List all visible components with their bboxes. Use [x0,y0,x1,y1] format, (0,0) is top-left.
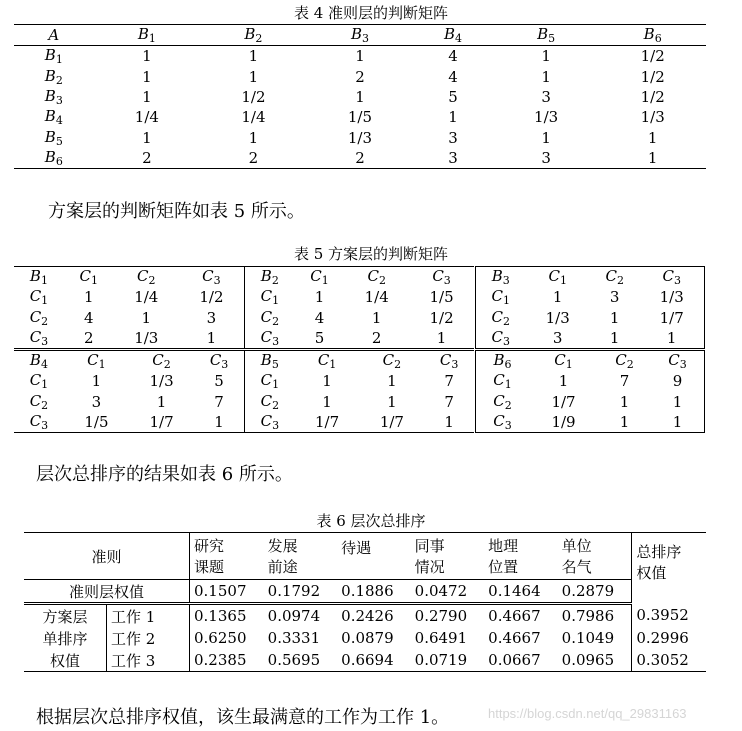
table6-caption: 表 6 层次总排序 [316,512,426,530]
table5-cell: 1 [387,392,397,411]
table5-cell: 1 [206,328,217,347]
table5-block [475,350,705,433]
table4-row [14,127,706,147]
table5-cell: 1 [619,412,630,431]
table6-criteria-header: 地理 位置 [484,533,558,580]
table5-cell: $C_2$ [29,307,49,328]
table4-row [14,107,706,127]
table4-cell: 2 [307,148,414,169]
table5-cell: $C_3$ [29,411,49,432]
table6-weight-cell: 0.1792 [264,580,338,604]
table5-cell: 1 [672,392,683,411]
table6-weight-label: 准则层权值 [24,580,190,604]
table5-row [476,351,704,371]
table5-cell: $B_3$ [491,267,510,288]
table6-job-name: 工作 2 [107,627,190,649]
table6-job-value: 0.0879 [341,629,394,647]
paragraph-1: 方案层的判断矩阵如表 5 所示。 [48,201,305,222]
table6-job-value: 0.0719 [411,649,485,672]
table6-job-value: 0.1365 [194,607,247,625]
table5-row [14,308,244,328]
table5-cell: $C_3$ [260,327,280,348]
table5-cell: 1/2 [429,308,454,327]
table5-cell: $C_1$ [493,371,512,392]
table6-weight-cell: 0.1886 [337,580,411,604]
table4 [14,24,706,169]
table4-cell: 5 [448,88,458,107]
table5-cell: 1 [444,412,454,431]
table6-criteria-header: 待遇 [337,533,411,580]
table6-job-value: 0.7986 [561,607,615,625]
table5-cell: $C_2$ [137,267,156,288]
table5-cell: 7 [619,372,630,391]
table4-row-label: $B_4$ [44,107,63,128]
table4-cell: 1 [355,47,365,66]
table5-block [14,350,244,433]
table6-job-value: 0.2385 [190,649,264,672]
table4-header-cell: $B_4$ [413,25,493,46]
table4-cell: 1 [142,128,152,147]
table5 [14,266,706,436]
table5-cell: $B_1$ [29,267,48,288]
table5-cell: $C_1$ [317,351,337,372]
table6-job-value: 0.5695 [264,649,338,672]
table6-job-name: 工作 3 [107,649,190,672]
table4-cell: 3 [413,148,493,169]
table5-cell: 1/3 [659,288,684,307]
table4-cell: 1 [599,148,706,169]
table5-cell: 1/9 [551,412,576,431]
table6-side-label: 方案层 [42,607,88,626]
table5-cell: 1 [672,412,683,431]
table4-cell: 1 [142,67,152,86]
table4-cell: 1 [647,128,658,147]
table5-cell: 1/3 [149,372,174,391]
table5-cell: $C_1$ [491,287,510,308]
table6-job-value: 0.3331 [267,629,321,647]
table5-cell: 1/5 [429,288,454,307]
table5-cell: 1 [436,328,447,347]
table5-row [14,392,244,412]
table4-cell: 1 [248,47,259,66]
table5-cell: 1/4 [134,288,159,307]
table6-job-name: 工作 1 [107,604,190,628]
table6-job-value: 0.0667 [484,649,558,672]
table5-cell: 1 [558,372,569,391]
table4-row [14,67,706,87]
table5-row [476,371,704,391]
table5-row [14,412,244,432]
table4-row [14,148,706,169]
table5-block [14,266,244,349]
table4-cell: 1/2 [640,88,665,107]
table6-job-value: 0.4667 [488,607,541,625]
table5-cell: $C_1$ [29,287,49,308]
table4-row-label: $B_1$ [44,46,63,67]
table5-cell: $C_1$ [87,351,106,372]
table5-cell: 1 [666,328,677,347]
table6-weight-cell: 0.1464 [484,580,558,604]
table4-cell: 4 [448,67,458,86]
table4-cell: 1/2 [640,47,665,66]
table6-job-value: 0.2426 [341,607,394,625]
table5-cell: 1 [314,288,325,307]
table4-cell: 1/4 [134,108,159,127]
table5-row [245,287,474,307]
table5-cell: 1/3 [134,328,159,347]
table6-job-total: 0.3952 [632,604,706,628]
table5-row [245,351,474,371]
paragraph-3: 根据层次总排序权值，该生最满意的工作为工作 1。 [36,707,450,728]
table6-weight-cell: 0.0472 [411,580,485,604]
table4-cell: 1 [142,88,152,107]
table5-row [14,287,244,307]
table5-cell: 4 [314,308,325,327]
table6 [24,532,706,672]
table5-cell: 1/4 [364,288,389,307]
table5-cell: 3 [206,308,217,327]
table5-cell: $C_3$ [662,267,681,288]
table5-row [476,328,704,348]
table5-cell: $C_3$ [491,327,510,348]
table5-row [476,412,704,432]
table6-job-value: 0.6694 [337,649,411,672]
table5-cell: $C_1$ [260,287,280,308]
table6-criteria-header: 同事 情况 [411,533,485,580]
table6-criteria-header: 发展 前途 [264,533,338,580]
table6-side-label: 权值 [24,649,107,672]
table6-side-label: 单排序 [42,629,88,648]
table5-cell: $B_5$ [260,351,279,372]
table6-job-value: 0.0974 [267,607,321,625]
table4-cell: 1/3 [640,108,665,127]
table5-block [244,350,474,433]
table4-cell: 3 [541,88,551,107]
table6-weight-cell: 0.1507 [190,580,264,604]
table4-cell: 1 [541,128,551,147]
table6-job-total: 0.3052 [632,649,706,672]
table5-cell: 3 [609,288,620,307]
table5-cell: $C_1$ [260,371,280,392]
table4-cell: 1/2 [241,88,266,107]
table4-cell: 1/3 [534,108,559,127]
table5-cell: 3 [91,392,102,411]
table6-job-value: 0.1049 [561,629,615,647]
table5-cell: $C_3$ [493,411,512,432]
table5-cell: $B_2$ [260,267,279,288]
table5-cell: 1 [91,372,102,391]
table5-cell: $C_3$ [260,411,280,432]
table5-row [14,351,244,371]
table4-cell: 1 [355,88,365,107]
table5-cell: 1 [156,392,167,411]
table5-cell: $C_3$ [439,351,459,372]
table5-cell: $C_1$ [310,267,329,288]
table5-cell: 1/2 [199,288,224,307]
table5-cell: $C_2$ [615,351,634,372]
table6-criteria-header: 单位 名气 [558,533,632,580]
table4-header-cell: $B_3$ [307,25,414,46]
table5-cell: 1 [371,308,382,327]
table5-cell: 7 [444,392,454,411]
table4-cell: 1 [248,128,259,147]
table4-cell: 1/5 [347,108,373,127]
table4-row-label: $B_6$ [14,148,94,169]
table5-row [245,328,474,348]
table5-block [244,266,474,349]
table6-criteria-label: 准则 [24,533,190,580]
table6-weight-cell: 0.2879 [558,580,632,604]
table4-cell: 1/3 [347,128,373,147]
table5-cell: 1/7 [379,412,404,431]
table6-job-value: 0.4667 [488,629,541,647]
table5-row [14,267,244,287]
table5-cell: 9 [672,372,683,391]
table5-cell: 3 [552,328,563,347]
table5-cell: $C_2$ [493,391,512,412]
table5-cell: 1 [214,412,224,431]
table4-header-cell: $B_1$ [94,25,201,46]
table5-cell: 1/7 [149,412,174,431]
table6-job-value: 0.6491 [414,629,468,647]
table4-caption: 表 4 准则层的判断矩阵 [293,4,449,22]
table5-cell: 1 [322,392,332,411]
table5-cell: 4 [84,308,94,327]
table6-job-row [24,604,706,628]
table4-cell: 1 [248,67,259,86]
table6-job-total: 0.2996 [632,627,706,649]
table5-row [245,412,474,432]
table5-cell: 1/3 [545,308,570,327]
table4-cell: 3 [448,128,458,147]
table5-cell: 1 [619,392,630,411]
table6-criteria-header: 研究 课题 [190,533,264,580]
table4-row [14,46,706,67]
table5-cell: $C_1$ [554,351,573,372]
table5-cell: $B_6$ [493,351,512,372]
table5-cell: 1 [552,288,563,307]
table5-cell: $B_4$ [29,351,48,372]
table5-cell: 7 [444,372,454,391]
paragraph-2: 层次总排序的结果如表 6 所示。 [36,464,293,485]
table5-row [14,371,244,391]
table4-header-cell: $B_5$ [493,25,600,46]
table4-cell: 3 [493,148,600,169]
table5-cell: $C_3$ [668,351,687,372]
table5-cell: 1/7 [551,392,576,411]
table6-job-value: 0.2790 [414,607,468,625]
table5-row [476,267,704,287]
table6-job-value: 0.0965 [558,649,632,672]
table5-cell: 1/7 [314,412,340,431]
table4-cell: 1 [448,108,458,127]
table4-row-label: $B_3$ [44,87,63,108]
table4-cell: 1 [142,47,152,66]
table6-header-row [24,533,706,580]
table4-cell: 1/4 [241,108,266,127]
table5-cell: $C_3$ [29,327,49,348]
table5-cell: 1/7 [659,308,684,327]
table4-header-cell: A [14,25,94,46]
table5-caption: 表 5 方案层的判断矩阵 [293,245,449,263]
table5-cell: $C_3$ [202,267,221,288]
table6-job-row [24,649,706,672]
table6-job-value: 0.6250 [194,629,247,647]
table5-row [476,287,704,307]
table5-row [245,267,474,287]
table5-cell: $C_2$ [491,307,510,328]
table5-cell: $C_3$ [209,351,229,372]
table5-cell: 2 [84,328,94,347]
table5-cell: 7 [214,392,224,411]
table4-header-row [14,25,706,46]
table5-cell: 5 [214,372,224,391]
table5-cell: 1 [609,308,620,327]
table5-cell: 1 [609,328,620,347]
table5-cell: $C_2$ [605,267,624,288]
table5-row [476,392,704,412]
table4-cell: 1 [541,47,551,66]
table6-weight-row [24,580,706,604]
table5-cell: $C_2$ [260,307,280,328]
table5-cell: $C_1$ [29,371,49,392]
table4-cell: 4 [448,47,458,66]
table5-row [245,308,474,328]
table4-header-cell: $B_2$ [200,25,307,46]
table5-cell: $C_2$ [152,351,171,372]
table5-block [475,266,705,349]
watermark: https://blog.csdn.net/qq_29831163 [488,706,687,721]
table5-row [476,308,704,328]
table5-cell: 1/5 [84,412,109,431]
table4-row [14,87,706,107]
table5-row [14,328,244,348]
table5-cell: 1 [387,372,397,391]
table4-cell: 1 [541,67,551,86]
table4-cell: 2 [94,148,201,169]
table5-cell: 1 [84,288,94,307]
table4-cell: 1/2 [640,67,665,86]
table6-job-row [24,627,706,649]
table5-cell: $C_2$ [367,267,386,288]
table6-total-header: 总排序 权值 [632,533,706,604]
table4-cell: 2 [355,67,365,86]
table4-header-cell: $B_6$ [599,25,706,46]
table5-cell: $C_2$ [29,391,49,412]
table5-row [245,371,474,391]
table5-cell: $C_1$ [548,267,567,288]
table5-cell: 5 [314,328,325,347]
table5-cell: 1 [322,372,332,391]
table4-cell: 2 [200,148,307,169]
table4-row-label: $B_2$ [44,66,63,87]
table4-row-label: $B_5$ [44,127,63,148]
table5-cell: $C_2$ [382,351,402,372]
table5-row [245,392,474,412]
table5-cell: 2 [371,328,382,347]
table5-cell: 1 [141,308,152,327]
table5-cell: $C_3$ [432,267,451,288]
table5-cell: $C_1$ [79,267,99,288]
table5-cell: $C_2$ [260,391,280,412]
